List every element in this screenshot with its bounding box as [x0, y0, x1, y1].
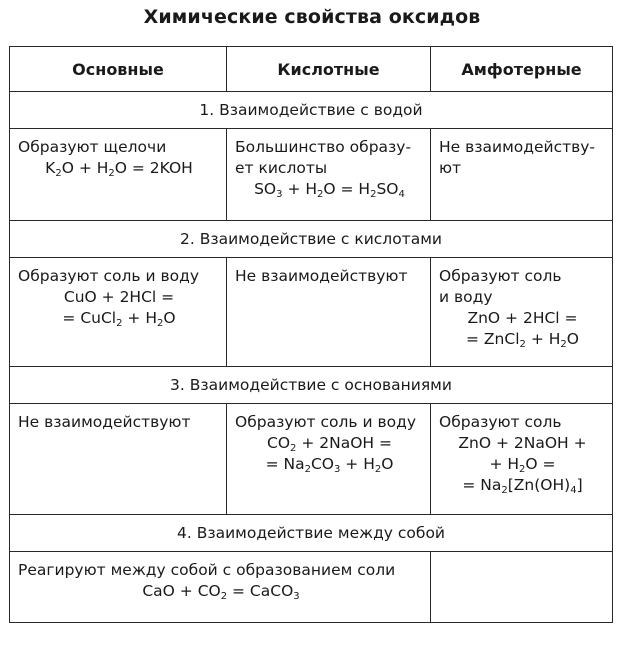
chemical-equation: = $Na_2CO_3 + H_2O$ [265, 455, 394, 475]
cell-text: Реагируют между собой с образованием соли [18, 561, 396, 579]
chemical-equation: = CuCl$_2$ + $H_2O$ [62, 309, 176, 329]
table-row [10, 258, 613, 367]
chemical-equation: = $Na_2[Zn(OH)_4]$ [462, 476, 583, 496]
section-title-mutual: 4. Взаимодействие между собой [10, 515, 613, 552]
cell-text: Образуют соль [439, 413, 562, 431]
section-row [10, 221, 613, 258]
cell-text: Не взаимодействуют [18, 413, 191, 431]
cell-text: ет кислоты [235, 159, 328, 177]
cell-text: Образуют соль и воду [18, 267, 199, 285]
section-row [10, 92, 613, 129]
chemical-equation: $CO_2$ + 2NaOH = [267, 434, 392, 454]
section-row [10, 515, 613, 552]
cell-text: ют [439, 159, 462, 177]
cell-basic-bases [10, 404, 227, 515]
cell-text: Большинство образу- [235, 138, 412, 156]
chemical-equation: $SO_3 + H_2O = H_2SO_4$ [254, 180, 405, 200]
header-basic: Основные [10, 47, 227, 92]
chemical-equation: + $H_2O$ = [489, 455, 556, 475]
chemical-equation: ZnO + 2NaOH + [458, 434, 587, 452]
cell-basic-acidic-mutual [10, 552, 431, 623]
cell-text: и воду [439, 288, 493, 306]
chemical-equation: CuO + 2HCl = [63, 288, 175, 306]
section-title-acids: 2. Взаимодействие с кислотами [10, 221, 613, 258]
cell-text: Не взаимодейству- [439, 138, 596, 156]
cell-text: Образуют соль [439, 267, 562, 285]
cell-text: Не взаимодействуют [235, 267, 408, 285]
cell-text: Образуют щелочи [18, 138, 167, 156]
cell-amphoteric-acids [431, 258, 613, 367]
header-acidic: Кислотные [227, 47, 431, 92]
page-title: Химические свойства оксидов [143, 6, 481, 28]
table-row [10, 129, 613, 221]
cell-acidic-water [227, 129, 431, 221]
chemical-equation: $K_2O + H_2O = 2KOH$ [45, 159, 193, 179]
table-row [10, 404, 613, 515]
chemical-equation: CaO + $CO_2$ = CaCO$_3$ [142, 582, 300, 602]
oxides-table [9, 46, 613, 623]
cell-basic-water [10, 129, 227, 221]
cell-amphoteric-water [431, 129, 613, 221]
cell-text: Образуют соль и воду [235, 413, 416, 431]
cell-acidic-bases [227, 404, 431, 515]
cell-acidic-acids [227, 258, 431, 367]
header-amphoteric: Амфотерные [431, 47, 613, 92]
chemical-equation: ZnO + 2HCl = [467, 309, 578, 327]
section-row [10, 367, 613, 404]
chemical-equation: = ZnCl$_2$ + $H_2O$ [466, 330, 579, 350]
cell-basic-acids [10, 258, 227, 367]
table-row [10, 552, 613, 623]
cell-amphoteric-mutual [431, 552, 613, 623]
cell-amphoteric-bases [431, 404, 613, 515]
section-title-water: 1. Взаимодействие с водой [10, 92, 613, 129]
section-title-bases: 3. Взаимодействие с основаниями [10, 367, 613, 404]
header-row [10, 47, 613, 92]
